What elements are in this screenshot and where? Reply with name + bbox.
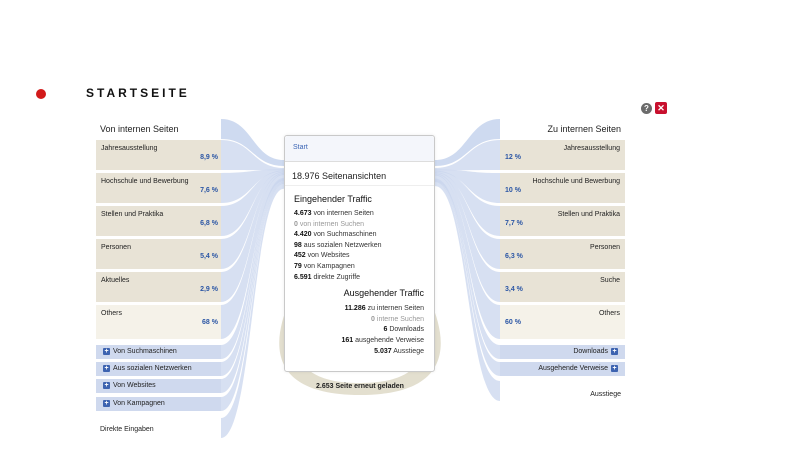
incoming-row: 4.673 von internen Seiten <box>294 210 374 217</box>
source-direkte-eingaben[interactable]: Direkte Eingaben <box>100 426 154 433</box>
target-label: Ausgehende Verweise <box>538 365 608 372</box>
source-label: Von Websites <box>113 382 156 389</box>
source-label: Von Kampagnen <box>113 400 165 407</box>
source-suchmaschinen[interactable] <box>96 345 221 359</box>
right-node-stellen[interactable] <box>500 206 625 236</box>
source-label: Aus sozialen Netzwerken <box>113 365 192 372</box>
node-percent: 6,3 % <box>505 253 523 260</box>
right-node-jahresausstellung[interactable] <box>500 140 625 170</box>
node-label: Stellen und Praktika <box>101 211 164 218</box>
node-percent: 7,7 % <box>505 220 523 227</box>
outgoing-row: 161 ausgehende Verweise <box>341 336 424 344</box>
node-percent: 12 % <box>505 154 521 161</box>
incoming-row: 0 von internen Suchen <box>294 220 365 228</box>
expand-icon[interactable]: + <box>104 399 109 407</box>
node-label: Others <box>101 310 123 317</box>
left-node-personen[interactable] <box>96 239 221 269</box>
expand-icon[interactable]: + <box>612 364 617 372</box>
source-kampagnen[interactable] <box>96 397 221 411</box>
right-node-hochschule[interactable] <box>500 173 625 203</box>
incoming-row: 4.420 von Suchmaschinen <box>294 231 377 239</box>
help-icon[interactable]: ? <box>641 103 652 114</box>
right-node-personen[interactable] <box>500 239 625 269</box>
node-label: Others <box>598 310 620 317</box>
outgoing-row: 11.286 zu internen Seiten <box>344 305 424 313</box>
outgoing-traffic-title: Ausgehender Traffic <box>343 288 424 299</box>
node-percent: 5,4 % <box>200 253 218 260</box>
incoming-row: 452 von Websites <box>294 252 350 260</box>
node-percent: 6,8 % <box>200 220 218 227</box>
left-node-stellen[interactable] <box>96 206 221 236</box>
pageviews-total: 18.976 Seitenansichten <box>285 162 434 186</box>
node-label: Personen <box>590 244 620 251</box>
node-label: Stellen und Praktika <box>557 211 620 218</box>
node-label: Hochschule und Bewerbung <box>101 178 189 185</box>
incoming-row: 6.591 direkte Zugriffe <box>294 273 361 281</box>
right-node-suche[interactable] <box>500 272 625 302</box>
node-label: Aktuelles <box>101 277 130 284</box>
left-node-hochschule[interactable] <box>96 173 221 203</box>
incoming-row: 98 aus sozialen Netzwerken <box>294 241 382 249</box>
reload-count: 2.653 Seite erneut geladen <box>316 383 404 390</box>
page-status-dot <box>36 89 46 99</box>
expand-icon[interactable]: + <box>612 347 617 355</box>
source-websites[interactable] <box>96 379 221 393</box>
target-label: Downloads <box>573 348 608 355</box>
node-percent: 3,4 % <box>505 286 523 293</box>
target-ausgehende-verweise[interactable] <box>500 362 625 376</box>
node-percent: 10 % <box>505 187 521 194</box>
node-percent: 2,9 % <box>200 286 218 293</box>
source-soziale-netzwerke[interactable] <box>96 362 221 376</box>
node-label: Personen <box>101 244 131 251</box>
page-title: STARTSEITE <box>86 86 190 100</box>
expand-icon[interactable]: + <box>104 347 109 355</box>
node-label: Hochschule und Bewerbung <box>532 178 620 185</box>
right-node-others[interactable] <box>500 305 625 339</box>
node-percent: 8,9 % <box>200 154 218 161</box>
node-label: Jahresausstellung <box>563 145 620 152</box>
target-downloads[interactable] <box>500 345 625 359</box>
outgoing-row: 6 Downloads <box>383 326 424 334</box>
page-name-link[interactable]: Start <box>285 136 434 162</box>
node-percent: 68 % <box>202 319 218 326</box>
node-label: Jahresausstellung <box>101 145 158 152</box>
expand-icon[interactable]: + <box>104 381 109 389</box>
node-percent: 7,6 % <box>200 187 218 194</box>
outgoing-row: 0 interne Suchen <box>371 315 424 323</box>
page-summary-card <box>284 135 435 372</box>
source-label: Von Suchmaschinen <box>113 348 177 355</box>
incoming-row: 79 von Kampagnen <box>294 262 355 270</box>
incoming-internal-header: Von internen Seiten <box>100 124 179 134</box>
target-ausstiege[interactable]: Ausstiege <box>590 391 621 398</box>
expand-icon[interactable]: + <box>104 364 109 372</box>
outgoing-row: 5.037 Ausstiege <box>374 347 424 355</box>
node-label: Suche <box>600 277 620 284</box>
outgoing-traffic-section <box>285 283 434 357</box>
left-node-jahresausstellung[interactable] <box>96 140 221 170</box>
close-button[interactable]: ✕ <box>655 102 667 114</box>
node-percent: 60 % <box>505 319 521 326</box>
incoming-traffic-title: Eingehender Traffic <box>294 194 372 204</box>
incoming-traffic-section <box>285 186 434 283</box>
outgoing-internal-header: Zu internen Seiten <box>547 124 621 134</box>
left-node-aktuelles[interactable] <box>96 272 221 302</box>
left-node-others[interactable] <box>96 305 221 339</box>
